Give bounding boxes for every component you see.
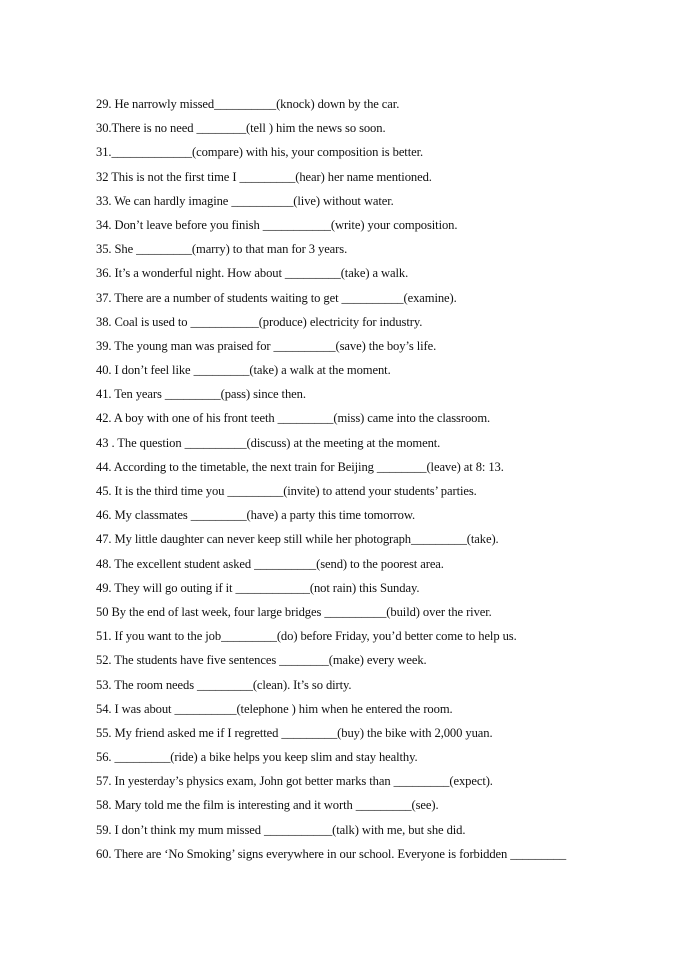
question-50: 50 By the end of last week, four large bridges __________(build) over the river. xyxy=(96,604,492,619)
question-48: 48. The excellent student asked __________(send) to the poorest area. xyxy=(96,556,444,571)
question-40: 40. I don’t feel like _________(take) a walk at the moment. xyxy=(96,363,391,378)
question-list xyxy=(96,95,656,869)
question-49: 49. They will go outing if it ____________(not rain) this Sunday. xyxy=(96,580,420,595)
question-35: 35. She _________(marry) to that man for 3 years. xyxy=(96,242,348,257)
question-54: 54. I was about __________(telephone ) him when he entered the room. xyxy=(96,701,453,716)
question-44: 44. According to the timetable, the next train for Beijing ________(leave) at 8: 13. xyxy=(96,459,504,474)
question-58: 58. Mary told me the film is interesting and it worth _________(see). xyxy=(96,798,439,813)
question-60: 60. There are ‘No Smoking’ signs everywhere in our school. Everyone is forbidden _________ xyxy=(96,846,567,861)
question-34: 34. Don’t leave before you finish ___________(write) your composition. xyxy=(96,217,458,232)
question-57: 57. In yesterday’s physics exam, John got better marks than _________(expect). xyxy=(96,774,493,789)
question-39: 39. The young man was praised for __________(save) the boy’s life. xyxy=(96,338,437,353)
question-30: 30.There is no need ________(tell ) him the news so soon. xyxy=(96,121,386,136)
question-59: 59. I don’t think my mum missed ___________(talk) with me, but she did. xyxy=(96,822,466,837)
question-46: 46. My classmates _________(have) a party this time tomorrow. xyxy=(96,508,416,523)
question-36: 36. It’s a wonderful night. How about _________(take) a walk. xyxy=(96,266,409,281)
question-38: 38. Coal is used to ___________(produce) electricity for industry. xyxy=(96,314,423,329)
question-51: 51. If you want to the job_________(do) before Friday, you’d better come to help us. xyxy=(96,629,517,644)
question-55: 55. My friend asked me if I regretted _________(buy) the bike with 2,000 yuan. xyxy=(96,725,493,740)
question-42: 42. A boy with one of his front teeth _________(miss) came into the classroom. xyxy=(96,411,491,426)
question-52: 52. The students have five sentences ________(make) every week. xyxy=(96,653,427,668)
question-31: 31._____________(compare) with his, your composition is better. xyxy=(96,145,424,160)
question-41: 41. Ten years _________(pass) since then. xyxy=(96,387,306,402)
question-45: 45. It is the third time you _________(invite) to attend your students’ parties. xyxy=(96,484,477,498)
question-43: 43 . The question __________(discuss) at the meeting at the moment. xyxy=(96,435,441,450)
question-47: 47. My little daughter can never keep still while her photograph_________(take). xyxy=(96,532,499,547)
question-32: 32 This is not the first time I _________(hear) her name mentioned. xyxy=(96,169,432,184)
question-56: 56. _________(ride) a bike helps you keep slim and stay healthy. xyxy=(96,750,418,765)
question-29: 29. He narrowly missed__________(knock) down by the car. xyxy=(96,97,400,111)
question-53: 53. The room needs _________(clean). It’s so dirty. xyxy=(96,677,352,692)
question-33: 33. We can hardly imagine __________(live) without water. xyxy=(96,193,394,208)
question-37: 37. There are a number of students waiting to get __________(examine). xyxy=(96,290,457,305)
